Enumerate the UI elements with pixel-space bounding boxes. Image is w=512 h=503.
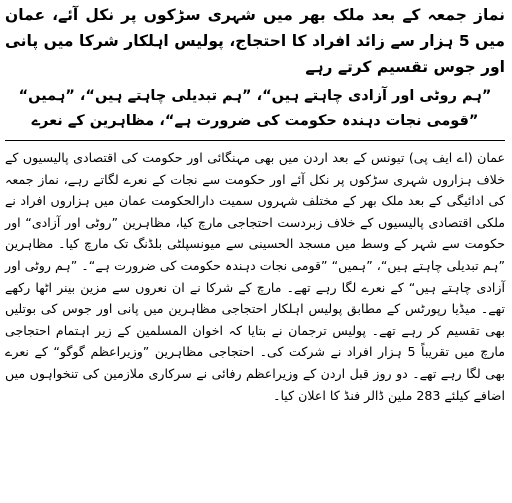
article-headline: نماز جمعہ کے بعد ملک بھر میں شہری سڑکوں پر نکل آئے، عمان میں 5 ہزار سے زائد افراد کا احتجاج، پولیس اہلکار شرکا میں پانی اور جوس تقسیم کرتے رہے: [5, 6, 505, 76]
news-article: [3, 2, 507, 500]
article-subheadline: ”ہم روٹی اور آزادی چاہتے ہیں“، ”ہم تبدیلی چاہتے ہیں“، ”ہمیں“ ”قومی نجات دہندہ حکومت کی ضرورت ہے“، مظاہرین کے نعرے: [18, 88, 492, 129]
headline-divider: [5, 140, 505, 141]
article-body: عمان (اے ایف پی) تیونس کے بعد اردن میں بھی مہنگائی اور حکومت کی اقتصادی پالیسیوں کے خلاف ہزاروں شہری سڑکوں پر نکل آئے اور حکومت سے نجات کے نعرے لگاتے رہے، نماز جمعہ کی ادائیگی کے بعد ملک بھر کے مختلف شہروں سمیت دارالحکومت عمان میں ہزاروں افراد نے ملکی اقتصادی پالیسیوں کے خلاف زبردست احتجاجی مارچ کیا، مظاہرین ”روٹی اور آزادی“ اور حکومت سے شہر کے وسط میں مسجد الحسینی سے میونسپلٹی بلڈنگ تک مارچ کیا۔ مظاہرین ”ہم تبدیلی چاہتے ہیں“، ”ہمیں“ ”قومی نجات دہندہ حکومت کی ضرورت ہے“۔ ”ہم روٹی اور آزادی چاہتے ہیں“ کے نعرے لگا رہے تھے۔ مارچ کے شرکا نے ان نعروں سے مزین بینر اٹھا رکھے تھے۔ میڈیا رپورٹس کے مطابق پولیس اہلکار احتجاجی مظاہرین میں پانی اور جوس کی بوتلیں بھی تقسیم کر رہے تھے۔ پولیس ترجمان نے بتایا کہ اخوان المسلمین کے زیر اہتمام احتجاجی مارچ میں تقریباً 5 ہزار افراد نے شرکت کی۔ احتجاجی مظاہرین ”وزیراعظم گوگو“ کے نعرے بھی لگا رہے تھے۔ دو روز قبل اردن کے وزیراعظم رفائی نے سرکاری ملازمین کی تنخواہوں میں اضافے کیلئے 283 ملین ڈالر فنڈ کا اعلان کیا۔: [5, 150, 505, 403]
